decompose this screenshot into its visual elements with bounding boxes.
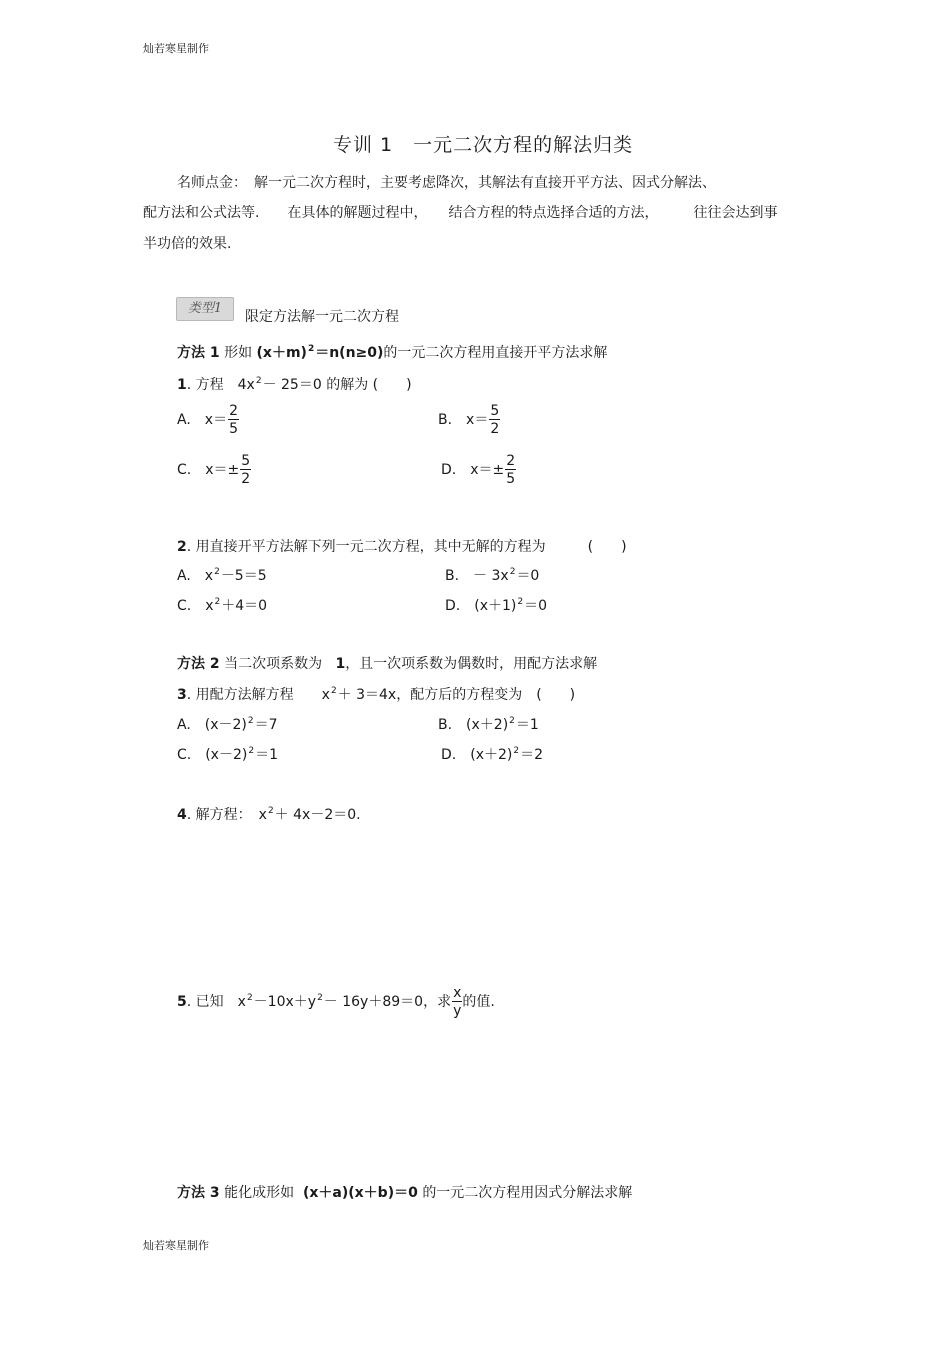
fraction (489, 404, 500, 436)
question-2-option-b (445, 565, 539, 585)
exponent: 2 (214, 567, 220, 577)
exponent: 2 (517, 597, 524, 607)
exponent: 2 (267, 806, 274, 816)
option-text: D. (x＋1) (445, 598, 517, 614)
stem-text: ＋ 3＝4x，配方后的方程变为 ( ) (337, 687, 576, 703)
option-text: ＝1 (515, 717, 539, 733)
question-2-option-c (177, 595, 267, 615)
question-3-option-a (177, 714, 278, 734)
method-post: ，且一次项系数为偶数时，用配方法求解 (345, 656, 598, 672)
exponent: 2 (255, 376, 262, 386)
method-eq: (x＋a)(x＋b)＝0 (302, 1185, 418, 1201)
question-2-stem (177, 536, 627, 556)
option-text: ＝0 (516, 568, 540, 584)
header-watermark: 灿若寒星制作 (143, 42, 209, 55)
fraction (228, 404, 239, 436)
option-sign: ± (492, 462, 505, 478)
question-1-option-a (177, 404, 239, 436)
stem-text: －10x＋y (253, 994, 317, 1010)
exponent: 2 (513, 746, 520, 756)
method-eq-b: ＝n(n≥0) (315, 345, 384, 361)
question-3-option-c (177, 744, 278, 764)
intro-line-3: 半功倍的效果. (143, 236, 232, 252)
question-number: 1 (177, 377, 187, 393)
numerator: 5 (490, 403, 500, 419)
exponent: 2 (317, 993, 323, 1003)
intro-line-1: 名师点金： 解一元二次方程时，主要考虑降次，其解法有直接开平方法、因式分解法、 (177, 175, 716, 191)
exponent: 2 (214, 597, 221, 607)
method-one: 1 (335, 656, 346, 672)
method-post: 的一元二次方程用直接开平方法求解 (383, 345, 608, 361)
intro-line-2: 配方法和公式法等. 在具体的解题过程中， 结合方程的特点选择合适的方法， 往往会达到事 (143, 205, 778, 221)
stem-text: . 用直接开平方法解下列一元二次方程，其中无解的方程为 ( ) (186, 539, 627, 555)
option-label: B. x＝ (438, 412, 489, 428)
option-label: A. x＝ (177, 412, 228, 428)
section-heading: 限定方法解一元二次方程 (245, 309, 399, 325)
option-text: A. (x－2) (177, 717, 247, 733)
fraction (240, 454, 251, 486)
numerator: 5 (241, 453, 251, 469)
numerator: 2 (506, 453, 516, 469)
method-label: 方法 2 (177, 656, 220, 672)
question-number: 4 (177, 807, 187, 823)
denominator: 2 (490, 421, 500, 437)
fraction (452, 986, 462, 1018)
method-label: 方法 3 (177, 1185, 220, 1201)
denominator: y (453, 1003, 462, 1019)
footer-watermark: 灿若寒星制作 (143, 1239, 209, 1252)
stem-text: . 方程 4x (186, 377, 255, 393)
question-1-option-d (441, 454, 516, 486)
option-text: ＋4＝0 (221, 598, 268, 614)
option-text: D. (x＋2) (441, 747, 513, 763)
stem-text: 的值. (462, 994, 495, 1010)
method-1-heading (177, 342, 607, 362)
fraction (505, 454, 516, 486)
question-1-option-c (177, 454, 251, 486)
question-1-option-b (438, 404, 500, 436)
question-5-stem (177, 986, 495, 1018)
option-text: －5＝5 (220, 568, 267, 584)
option-text: ＝2 (520, 747, 544, 763)
option-text: ＝7 (254, 717, 278, 733)
method-eq-a: (x＋m) (256, 345, 307, 361)
option-label: D. x＝ (441, 462, 493, 478)
stem-text: ＋ 4x－2＝0. (274, 807, 361, 823)
question-number: 3 (177, 687, 187, 703)
exponent: 2 (509, 567, 516, 577)
question-4-stem (177, 804, 361, 824)
page-title: 专训 1 一元二次方程的解法归类 (333, 134, 634, 156)
denominator: 5 (506, 471, 516, 487)
exponent: 2 (509, 716, 515, 726)
method-pre: 能化成形如 (224, 1185, 295, 1201)
question-2-option-d (445, 595, 547, 615)
exponent: 2 (247, 716, 254, 726)
method-exp: 2 (307, 344, 315, 354)
stem-text: － 25＝0 的解为 ( ) (262, 377, 412, 393)
option-text: A. x (177, 568, 214, 584)
option-text: B. － 3x (445, 568, 509, 584)
denominator: 2 (241, 471, 251, 487)
question-3-stem (177, 684, 575, 704)
question-3-option-d (441, 744, 543, 764)
option-sign: ± (227, 462, 240, 478)
stem-text: . 解方程： x (186, 807, 267, 823)
method-post: 的一元二次方程用因式分解法求解 (422, 1185, 633, 1201)
question-number: 2 (177, 539, 187, 555)
question-number: 5 (177, 994, 187, 1010)
question-1-stem (177, 374, 412, 394)
section-type-badge: 类型1 (176, 297, 234, 321)
denominator: 5 (229, 421, 238, 437)
method-pre: 形如 (224, 345, 253, 361)
option-text: C. x (177, 598, 214, 614)
method-label: 方法 1 (177, 345, 220, 361)
option-text: ＝0 (524, 598, 548, 614)
question-3-option-b (438, 714, 539, 734)
method-2-heading (177, 653, 597, 673)
question-2-option-a (177, 565, 267, 585)
option-text: B. (x＋2) (438, 717, 509, 733)
option-label: C. x＝ (177, 462, 228, 478)
method-3-heading (177, 1182, 632, 1202)
option-text: C. (x－2) (177, 747, 248, 763)
stem-text: . 已知 x (186, 994, 246, 1010)
stem-text: . 用配方法解方程 x (186, 687, 330, 703)
stem-text: － 16y＋89＝0，求 (323, 994, 452, 1010)
exponent: 2 (248, 746, 255, 756)
exponent: 2 (246, 993, 253, 1003)
numerator: x (453, 985, 462, 1001)
exponent: 2 (330, 686, 337, 696)
option-text: ＝1 (255, 747, 278, 763)
method-pre: 当二次项系数为 (224, 656, 323, 672)
numerator: 2 (229, 403, 238, 419)
